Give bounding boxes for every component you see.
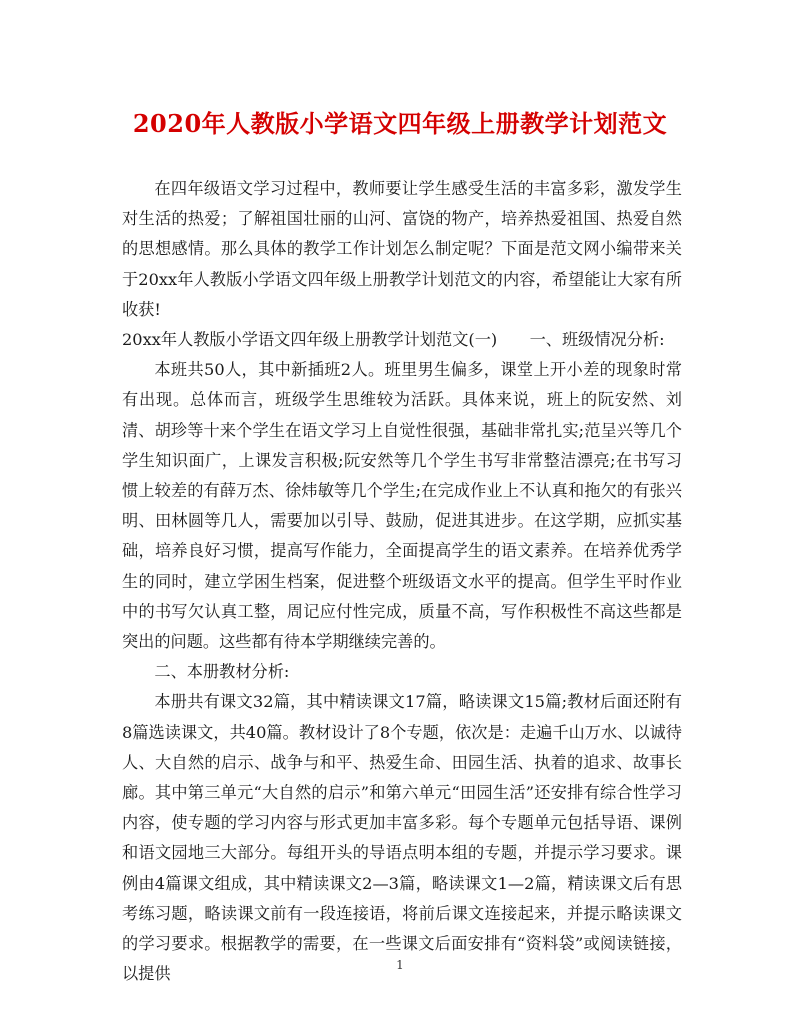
- intro-paragraph: 在四年级语文学习过程中，教师要让学生感受生活的丰富多彩，激发学生对生活的热爱；了解祖国壮丽的山河、富饶的物产，培养热爱祖国、热爱自然的思想感情。那么具体的教学工作计划怎么制定呢？下面是范文网小编带来关于20xx年人教版小学语文四年级上册教学计划范文的内容，希望能让大家有所收获!: [122, 179, 682, 319]
- plan-subtitle-line: 20xx年人教版小学语文四年级上册教学计划范文(一) 一、班级情况分析:: [122, 330, 665, 350]
- page-number: 1: [396, 958, 404, 972]
- class-analysis-paragraph: 本班共50人，其中新插班2人。班里男生偏多，课堂上开小差的现象时常有出现。总体而言，班级学生思维较为活跃。具体来说，班上的阮安然、刘清、胡珍等十来个学生在语文学习上自觉性很强，基础非常扎实;范呈兴等几个学生知识面广，上课发言积极;阮安然等几个学生书写非常整洁漂亮;在书写习惯上较差的有薛万杰、徐炜敏等几个学生;在完成作业上不认真和拖欠的有张兴明、田林圆等几人，需要加以引导、鼓励，促进其进步。在这学期，应抓实基础，培养良好习惯，提高写作能力，全面提高学生的语文素养。在培养优秀学生的同时，建立学困生档案，促进整个班级语文水平的提高。但学生平时作业中的书写欠认真工整，周记应付性完成，质量不高，写作积极性不高这些都是突出的问题。这些都有待本学期继续完善的。: [122, 360, 682, 652]
- document-body: [122, 174, 682, 989]
- section-two-heading: 二、本册教材分析:: [154, 662, 290, 682]
- textbook-analysis-paragraph: 本册共有课文32篇，其中精读课文17篇，略读课文15篇;教材后面还附有8篇选读课文，共40篇。教材设计了8个专题，依次是：走遍千山万水、以诚待人、大自然的启示、战争与和平、热爱生命、田园生活、执着的追求、故事长廊。其中第三单元“大自然的启示”和第六单元“田园生活”还安排有综合性学习内容，使专题的学习内容与形式更加丰富多彩。每个专题单元包括导语、课例和语文园地三大部分。每组开头的导语点明本组的专题，并提示学习要求。课例由4篇课文组成，其中精读课文2—3篇，略读课文1—2篇，精读课文后有思考练习题，略读课文前有一段连接语，将前后课文连接起来，并提示略读课文的学习要求。根据教学的需要，在一些课文后面安排有“资料袋”或阅读链接，以提供: [122, 692, 682, 984]
- document-title: 2020年人教版小学语文四年级上册教学计划范文: [132, 109, 668, 138]
